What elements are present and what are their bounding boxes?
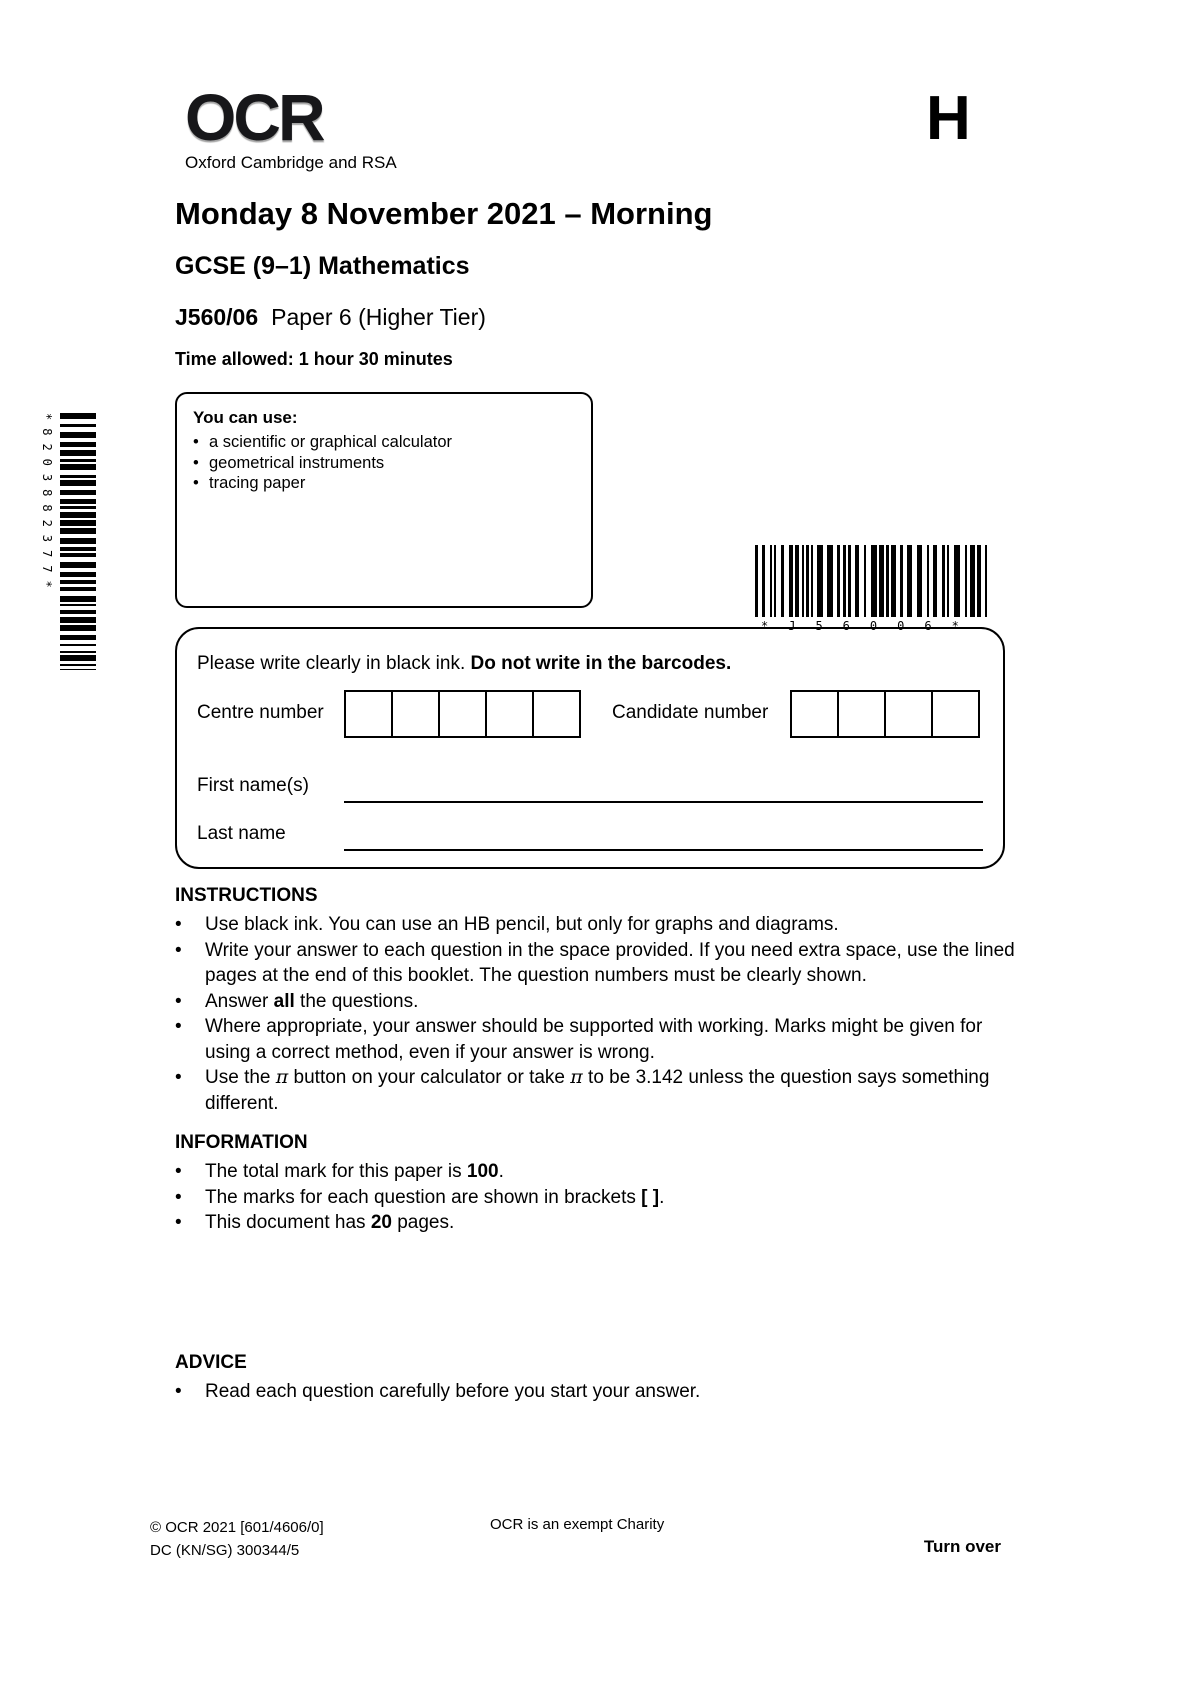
- paper-line: [175, 304, 486, 331]
- you-can-use-item: a scientific or graphical calculator: [209, 433, 453, 451]
- instruction-text: Write your answer to each question in the space provided. If you need extra space, use the lined pages at the end of this booklet. The question numbers must be clearly shown.: [205, 939, 1015, 986]
- instruction-item: [175, 912, 1020, 938]
- list-item: [193, 432, 575, 453]
- instruction-text: Use black ink. You can use an HB pencil, but only for graphs and diagrams.: [205, 914, 839, 935]
- tier-letter-badge: H: [926, 84, 971, 153]
- information-item: [175, 1210, 1020, 1236]
- paper-code: J560/06: [175, 304, 259, 330]
- instructions-heading: INSTRUCTIONS: [175, 885, 318, 906]
- advice-text: Read each question carefully before you start your answer.: [205, 1381, 701, 1402]
- ocr-logo-tagline: Oxford Cambridge and RSA: [185, 153, 397, 172]
- bullet-marker: •: [175, 1016, 182, 1037]
- advice-heading: ADVICE: [175, 1352, 247, 1373]
- vertical-barcode-bars: [60, 413, 96, 670]
- digit-cell[interactable]: [391, 690, 440, 738]
- information-item: [175, 1185, 1020, 1211]
- information-heading: INFORMATION: [175, 1132, 308, 1153]
- bullet-marker: •: [193, 433, 199, 451]
- footer-charity: OCR is an exempt Charity: [490, 1516, 665, 1533]
- instruction-text: Use the π button on your calculator or take π to be 3.142 unless the question says something different.: [205, 1066, 990, 1114]
- you-can-use-heading: You can use:: [193, 408, 298, 427]
- footer-copyright: © OCR 2021 [601/4606/0]: [150, 1519, 324, 1536]
- instruction-item: [175, 938, 1020, 989]
- time-allowed: Time allowed: 1 hour 30 minutes: [175, 349, 453, 369]
- ocr-logo: [185, 80, 397, 173]
- candidate-number-cells: [790, 690, 980, 738]
- bullet-marker: •: [175, 1381, 182, 1402]
- instruction-item: [175, 1065, 1020, 1116]
- vertical-barcode-label: *8203882377*: [40, 413, 54, 596]
- first-name-input-line[interactable]: [344, 775, 983, 803]
- digit-cell[interactable]: [790, 690, 839, 738]
- information-section: [175, 1132, 1020, 1236]
- digit-cell[interactable]: [438, 690, 487, 738]
- horizontal-barcode-bars: [755, 545, 989, 617]
- instruction-text: Where appropriate, your answer should be supported with working. Marks might be given for using a correct method, even if your answer is wrong.: [205, 1016, 983, 1063]
- information-item: [175, 1159, 1020, 1185]
- ocr-logo-text: OCR: [185, 80, 323, 154]
- horizontal-barcode-label: *J56006*: [761, 619, 979, 633]
- bullet-marker: •: [175, 1186, 182, 1208]
- information-text: This document has 20 pages.: [205, 1212, 455, 1233]
- instruction-item: [175, 1014, 1020, 1065]
- black-ink-notice: Please write clearly in black ink. Do not write in the barcodes.: [197, 653, 732, 674]
- bullet-marker: •: [175, 1212, 182, 1233]
- list-item: [193, 473, 575, 494]
- digit-cell[interactable]: [485, 690, 534, 738]
- paper-name: Paper 6 (Higher Tier): [271, 304, 486, 330]
- digit-cell[interactable]: [532, 690, 581, 738]
- advice-item: [175, 1379, 1020, 1405]
- instructions-section: [175, 885, 1020, 1116]
- you-can-use-item: tracing paper: [209, 474, 306, 492]
- advice-section: [175, 1352, 1020, 1405]
- digit-cell[interactable]: [884, 690, 933, 738]
- digit-cell[interactable]: [837, 690, 886, 738]
- bullet-marker: •: [175, 990, 182, 1012]
- bullet-marker: •: [193, 474, 199, 492]
- bullet-marker: •: [175, 914, 182, 935]
- you-can-use-item: geometrical instruments: [209, 453, 385, 472]
- footer-dc-code: DC (KN/SG) 300344/5: [150, 1542, 300, 1559]
- page-title: Monday 8 November 2021 – Morning: [175, 196, 713, 231]
- information-text: The total mark for this paper is 100.: [205, 1161, 504, 1182]
- turn-over-label: Turn over: [923, 1537, 1001, 1556]
- list-item: [193, 453, 575, 474]
- last-name-label: Last name: [197, 823, 286, 844]
- centre-number-cells: [344, 690, 581, 738]
- bullet-marker: •: [175, 939, 182, 961]
- qualification-title: GCSE (9–1) Mathematics: [175, 252, 470, 280]
- instruction-item: [175, 989, 1020, 1015]
- horizontal-barcode: [755, 545, 989, 633]
- candidate-number-label: Candidate number: [612, 702, 769, 723]
- first-name-label: First name(s): [197, 775, 309, 796]
- digit-cell[interactable]: [344, 690, 393, 738]
- vertical-barcode: [40, 413, 96, 670]
- digit-cell[interactable]: [931, 690, 980, 738]
- candidate-details-box: [175, 627, 1005, 869]
- information-text: The marks for each question are shown in brackets [ ].: [205, 1186, 665, 1208]
- you-can-use-box: [175, 392, 593, 608]
- bullet-marker: •: [175, 1161, 182, 1182]
- footer-left: [150, 1516, 324, 1562]
- bullet-marker: •: [175, 1067, 182, 1088]
- last-name-input-line[interactable]: [344, 823, 983, 851]
- instruction-text: Answer all the questions.: [205, 990, 419, 1012]
- centre-number-label: Centre number: [197, 702, 324, 723]
- bullet-marker: •: [193, 453, 199, 472]
